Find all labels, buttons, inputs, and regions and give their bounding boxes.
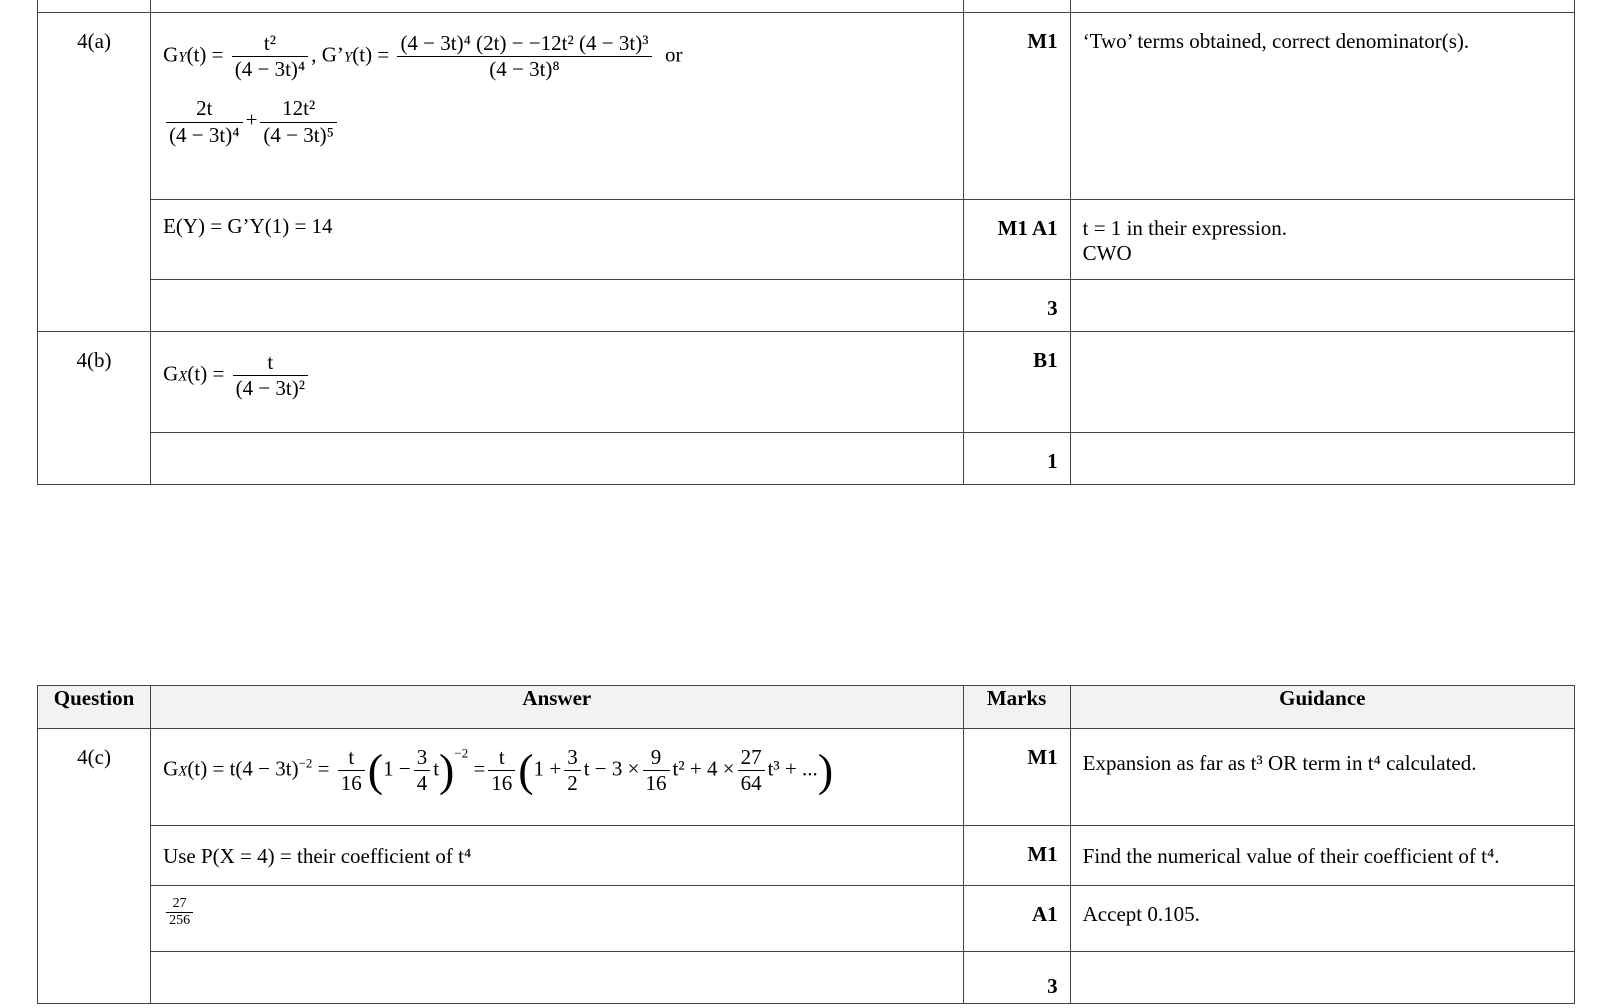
table-header-row bbox=[38, 686, 1575, 729]
guidance-cell bbox=[1070, 433, 1574, 485]
question-number: 4(b) bbox=[38, 332, 151, 485]
fraction: $\frac{9}{16}$ bbox=[643, 745, 670, 796]
answer-cell: E(Y) = G’Y(1) = 14 bbox=[151, 200, 964, 280]
table-row bbox=[38, 952, 1575, 1004]
table-row bbox=[38, 886, 1575, 952]
marks-cell: M1 bbox=[963, 13, 1070, 200]
table-row bbox=[38, 280, 1575, 332]
fraction: $\frac{\text{t²}}{\text{(4 − 3t)⁴}}$ bbox=[232, 31, 309, 82]
marks-cell: M1 A1 bbox=[963, 200, 1070, 280]
marks-cell: M1 bbox=[963, 826, 1070, 886]
answer-cell bbox=[151, 280, 964, 332]
fraction: $\frac{3}{4}$ bbox=[414, 745, 431, 796]
fraction: $\frac{27}{256}$ bbox=[166, 896, 193, 929]
marks-total: 3 bbox=[963, 280, 1070, 332]
guidance-cell: Expansion as far as t³ OR term in t⁴ calculated. bbox=[1070, 729, 1574, 826]
answer-cell: GY(t) = $\frac{\text{t²}}{\text{(4 − 3t)⁴}}$ , G’Y(t) = $\frac{\text{(4 − 3t)⁴ (2t) − −12t² (4 − 3t)³}}{\text{(4 − 3t)⁸}}$ or $\frac{2t}{\text{(4 − 3t)⁴}}$ + $\frac{\text{12t²}}{\text{(4 − 3t)⁵}}$ bbox=[151, 13, 964, 200]
marks-total: 3 bbox=[963, 952, 1070, 1004]
table-row bbox=[38, 826, 1575, 886]
table-row bbox=[38, 13, 1575, 200]
table-row bbox=[38, 200, 1575, 280]
fraction: $\frac{t}{16}$ bbox=[338, 745, 365, 796]
marking-table-top bbox=[37, 0, 1575, 485]
header-answer: Answer bbox=[151, 686, 964, 729]
guidance-cell: Accept 0.105. bbox=[1070, 886, 1574, 952]
fraction: $\frac{\text{12t²}}{\text{(4 − 3t)⁵}}$ bbox=[260, 96, 337, 147]
question-number: 4(c) bbox=[38, 729, 151, 1004]
guidance-cell: t = 1 in their expression. CWO bbox=[1070, 200, 1574, 280]
fraction: $\frac{t}{\text{(4 − 3t)²}}$ bbox=[233, 350, 308, 401]
question-number: 4(a) bbox=[38, 13, 151, 332]
answer-cell bbox=[151, 886, 964, 952]
marks-cell: A1 bbox=[963, 886, 1070, 952]
fraction: $\frac{27}{64}$ bbox=[738, 745, 765, 796]
marks-cell: B1 bbox=[963, 332, 1070, 433]
table-row bbox=[38, 332, 1575, 433]
marks-total: 1 bbox=[963, 433, 1070, 485]
fraction: $\frac{\text{(4 − 3t)⁴ (2t) − −12t² (4 − 3t)³}}{\text{(4 − 3t)⁸}}$ bbox=[397, 31, 651, 82]
header-marks: Marks bbox=[963, 686, 1070, 729]
guidance-cell: ‘Two’ terms obtained, correct denominator(s). bbox=[1070, 13, 1574, 200]
answer-cell: GX(t) = $\frac{t}{\text{(4 − 3t)²}}$ bbox=[151, 332, 964, 433]
guidance-cell: Find the numerical value of their coefficient of t⁴. bbox=[1070, 826, 1574, 886]
fraction: $\frac{2t}{\text{(4 − 3t)⁴}}$ bbox=[166, 96, 243, 147]
header-question: Question bbox=[38, 686, 151, 729]
marks-cell: M1 bbox=[963, 729, 1070, 826]
marking-table-bottom bbox=[37, 685, 1575, 1004]
guidance-cell bbox=[1070, 952, 1574, 1004]
answer-cell: Use P(X = 4) = their coefficient of t⁴ bbox=[151, 826, 964, 886]
fraction: $\frac{t}{16}$ bbox=[488, 745, 515, 796]
table-row bbox=[38, 0, 1575, 13]
answer-cell: $GX(t) = t(4 - 3t)^{-2}$ = $\frac{t}{16}$ (1 − $\frac{3}{4}$ t)$^{-2}$ = $\frac{t}{16}$ (1 + $\frac{3}{2}$ t − 3 × $\frac{9}{16}$ t² + 4 × $\frac{27}{64}$ t³ + ...) bbox=[151, 729, 964, 826]
table-row bbox=[38, 729, 1575, 826]
header-guidance: Guidance bbox=[1070, 686, 1574, 729]
guidance-cell bbox=[1070, 280, 1574, 332]
guidance-cell bbox=[1070, 332, 1574, 433]
answer-cell bbox=[151, 433, 964, 485]
answer-cell bbox=[151, 952, 964, 1004]
table-row bbox=[38, 433, 1575, 485]
fraction: $\frac{3}{2}$ bbox=[564, 745, 581, 796]
